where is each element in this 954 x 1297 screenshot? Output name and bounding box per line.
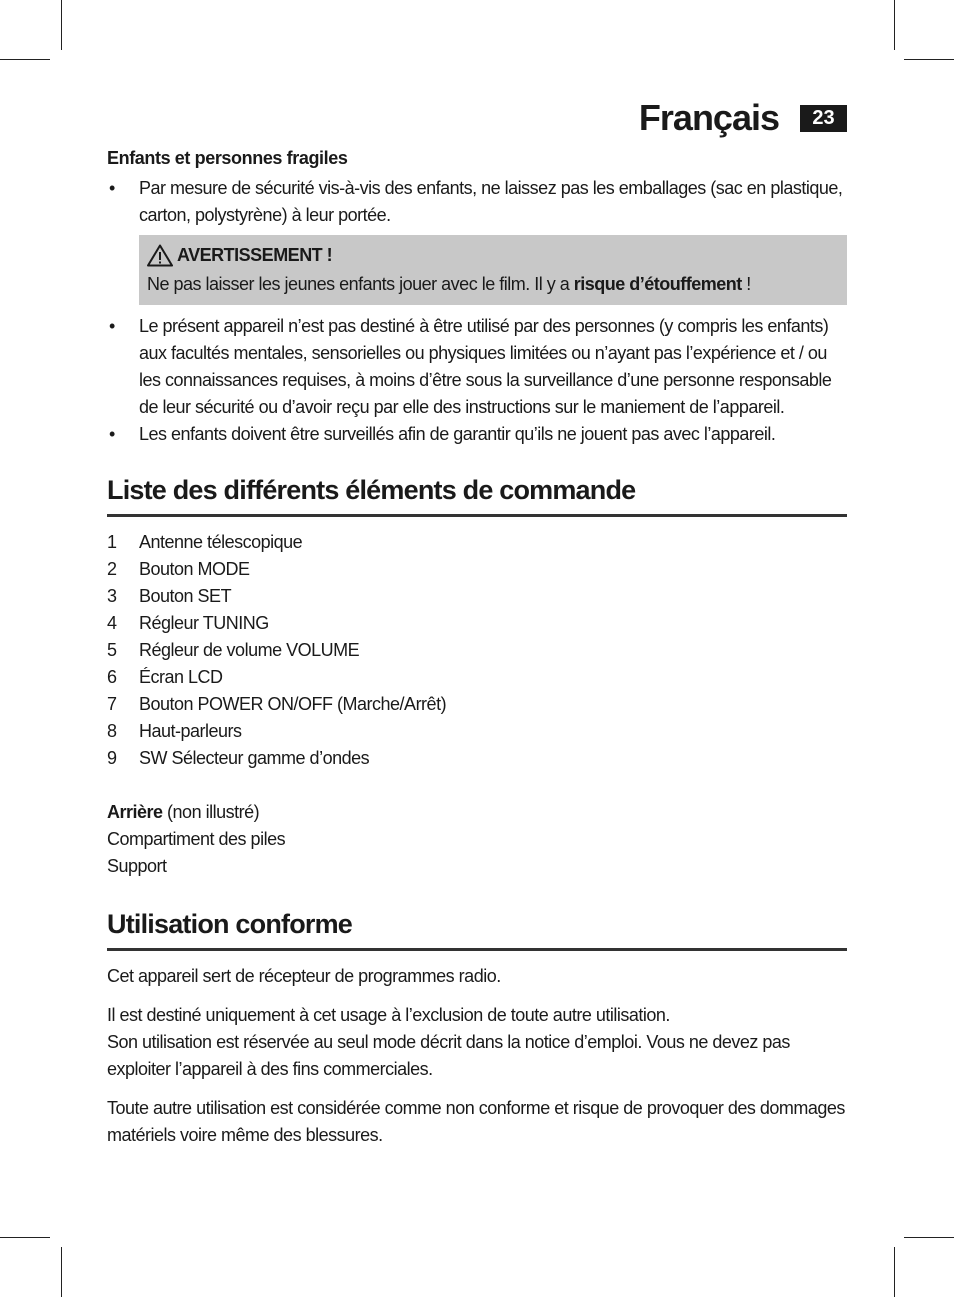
crop-mark xyxy=(0,59,50,60)
warning-box xyxy=(139,235,847,305)
crop-mark xyxy=(0,1237,50,1238)
list-item: 9 SW Sélecteur gamme d’ondes xyxy=(107,748,370,768)
usage-paragraph: Cet appareil sert de récepteur de programmes radio. xyxy=(107,966,501,986)
list-item: 8 Haut-parleurs xyxy=(107,721,242,741)
page-language-title: Français xyxy=(638,97,779,138)
crop-mark xyxy=(894,1247,895,1297)
list-item: • Le présent appareil n’est pas destiné à être utilisé par des personnes (y compris les enfants) aux facultés mentales, sensorielles ou physiques limitées ou n’ayant pas l’expérience et / ou les connaissances requises, à moins d’être sous la surveillance d’une personne responsable de leur sécurité ou d’avoir reçu par elle des instructions sur le maniement de l’appareil. xyxy=(107,313,847,421)
usage-paragraph: Son utilisation est réservée au seul mode décrit dans la notice d’emploi. Vous ne devez pas exploiter l’appareil à des fins commerciales. xyxy=(107,1032,790,1079)
crop-mark xyxy=(894,0,895,50)
bullet-icon: • xyxy=(109,316,115,336)
crop-mark xyxy=(904,59,954,60)
bullet-icon: • xyxy=(109,424,115,444)
bullet-icon: • xyxy=(109,178,115,198)
children-heading: Enfants et personnes fragiles xyxy=(107,148,348,168)
usage-paragraph: Il est destiné uniquement à cet usage à l’exclusion de toute autre utilisation. xyxy=(107,1005,670,1025)
list-item: 3 Bouton SET xyxy=(107,586,232,606)
list-item: 4 Régleur TUNING xyxy=(107,613,269,633)
crop-mark xyxy=(61,0,62,50)
usage-section-title: Utilisation conforme xyxy=(107,906,847,951)
controls-list xyxy=(107,529,847,772)
warning-triangle-icon xyxy=(147,244,173,267)
rear-item: Support xyxy=(107,856,167,876)
list-item: 2 Bouton MODE xyxy=(107,559,250,579)
warning-title: AVERTISSEMENT ! xyxy=(147,241,839,270)
rear-heading: Arrière (non illustré) xyxy=(107,802,260,822)
list-item: • Les enfants doivent être surveillés afin de garantir qu’ils ne jouent pas avec l’appareil. xyxy=(107,421,847,448)
usage-paragraph: Toute autre utilisation est considérée comme non conforme et risque de provoquer des dommages matériels voire même des blessures. xyxy=(107,1098,845,1145)
rear-item: Compartiment des piles xyxy=(107,829,286,849)
list-item: • Par mesure de sécurité vis-à-vis des enfants, ne laissez pas les emballages (sac en plastique, carton, polystyrène) à leur portée. xyxy=(107,175,847,229)
crop-mark xyxy=(61,1247,62,1297)
list-item: 6 Écran LCD xyxy=(107,667,223,687)
list-item: 7 Bouton POWER ON/OFF (Marche/Arrêt) xyxy=(107,694,447,714)
page-number: 23 xyxy=(800,105,847,132)
warning-text: Ne pas laisser les jeunes enfants jouer avec le film. Il y a risque d’étouffement ! xyxy=(147,274,751,294)
bullet-list xyxy=(107,313,847,448)
bullet-list xyxy=(107,175,847,229)
controls-section-title: Liste des différents éléments de commande xyxy=(107,472,847,517)
list-item: 5 Régleur de volume VOLUME xyxy=(107,640,360,660)
list-item: 1 Antenne télescopique xyxy=(107,532,303,552)
crop-mark xyxy=(904,1237,954,1238)
page-content xyxy=(107,145,847,1149)
